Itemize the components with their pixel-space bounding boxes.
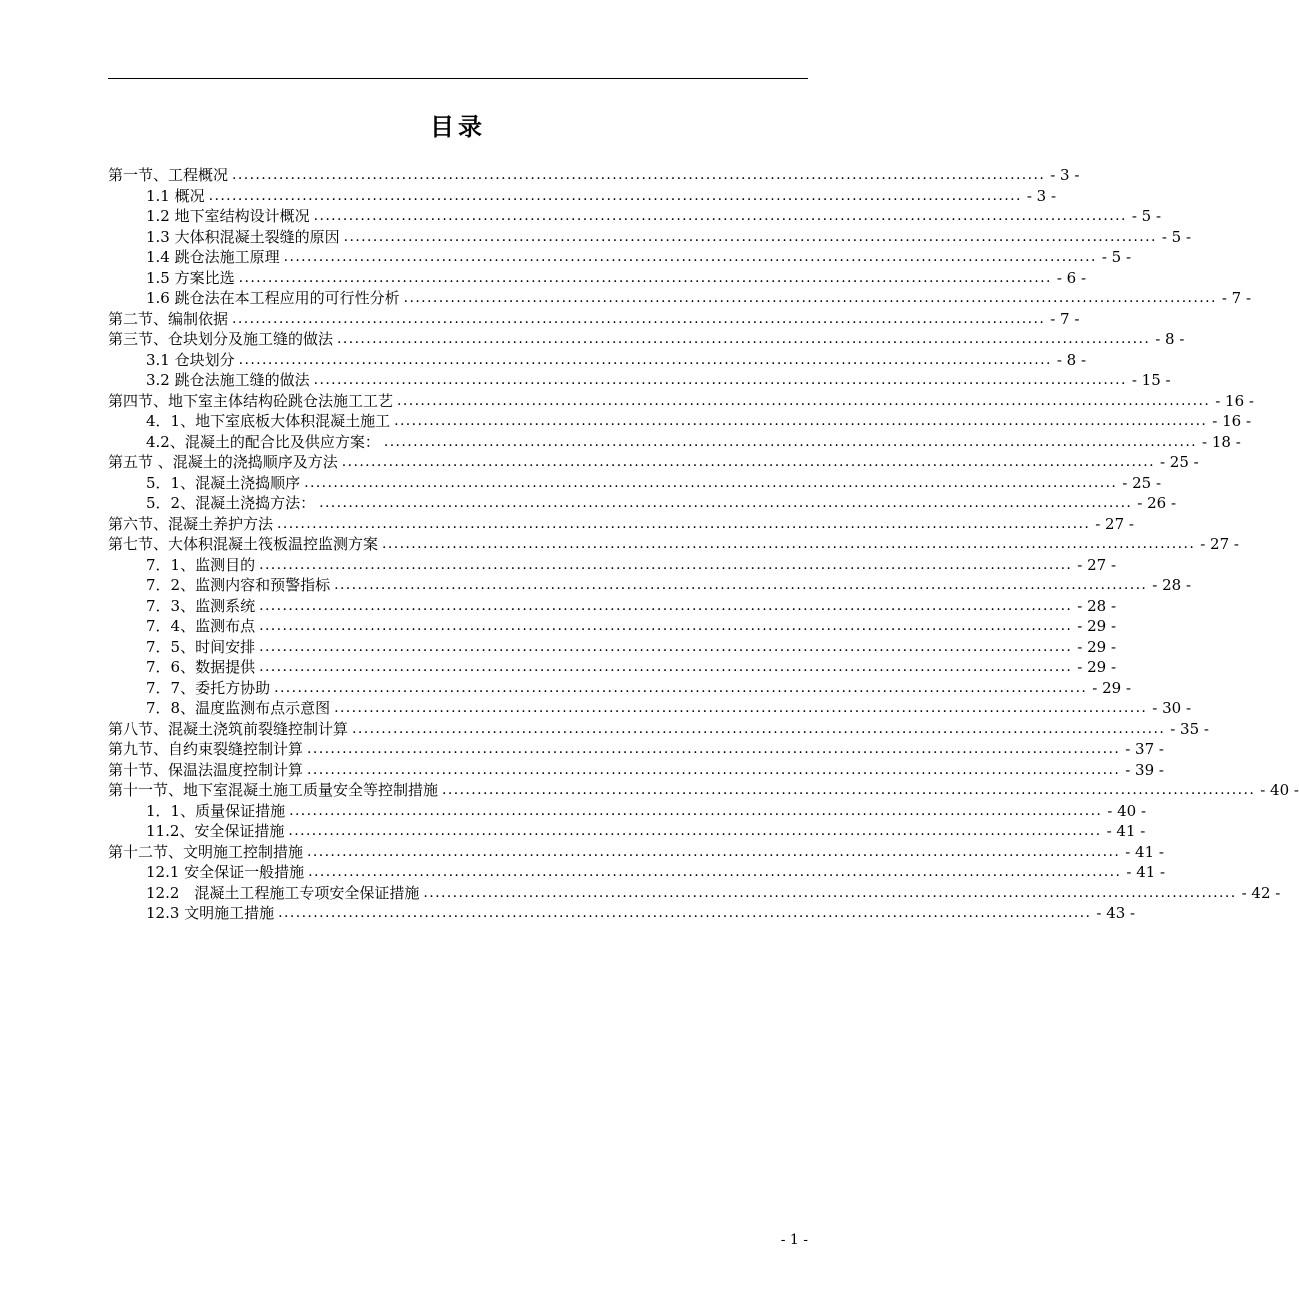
toc-entry[interactable]	[108, 391, 1254, 410]
toc-leader-dots: ...........................................................................................................................................	[313, 372, 1127, 388]
toc-entry-page: - 8 -	[1155, 330, 1185, 348]
toc-entry-page: - 29 -	[1077, 617, 1117, 635]
toc-leader-dots: ...........................................................................................................................................	[238, 351, 1052, 368]
toc-entry-label: 3.1 仓块划分	[146, 350, 235, 369]
toc-entry-label: 7．1、监测目的	[146, 555, 256, 574]
toc-entry[interactable]	[146, 494, 1177, 512]
toc-entry[interactable]	[108, 740, 1164, 758]
toc-entry-page: - 41 -	[1126, 863, 1166, 881]
toc-entry-page: - 41 -	[1106, 822, 1146, 840]
toc-leader-dots: ...........................................................................................................................................	[289, 802, 1103, 819]
toc-entry-label: 5．1、混凝土浇捣顺序	[146, 473, 301, 492]
toc-entry[interactable]	[146, 801, 1147, 820]
toc-entry[interactable]	[146, 248, 1132, 266]
toc-entry[interactable]	[146, 473, 1162, 492]
toc-leader-dots: ...........................................................................................................................................	[397, 392, 1211, 409]
toc-entry-label: 第一节、工程概况	[108, 166, 229, 184]
toc-entry-label: 11.2、安全保证措施	[146, 822, 285, 840]
toc-entry-page: - 29 -	[1092, 678, 1132, 697]
toc-entry-page: - 37 -	[1125, 740, 1164, 758]
toc-entry[interactable]	[108, 842, 1164, 861]
toc-entry[interactable]	[108, 166, 1080, 184]
toc-leader-dots: ...........................................................................................................................................	[274, 679, 1088, 696]
toc-leader-dots: ...........................................................................................................................................	[232, 310, 1046, 327]
toc-entry-page: - 28 -	[1077, 596, 1117, 615]
toc-leader-dots: ...........................................................................................................................................	[259, 556, 1073, 573]
toc-leader-dots: ...........................................................................................................................................	[343, 228, 1157, 245]
toc-entry[interactable]	[146, 658, 1117, 676]
toc-leader-dots: ...........................................................................................................................................	[232, 167, 1046, 183]
toc-entry-label: 第五节 、混凝土的浇捣顺序及方法	[108, 453, 338, 471]
toc-entry[interactable]	[146, 350, 1087, 369]
toc-leader-dots: ...........................................................................................................................................	[319, 495, 1133, 511]
toc-entry-label: 7．4、监测布点	[146, 617, 256, 635]
toc-entry-label: 第二节、编制依据	[108, 309, 229, 328]
toc-entry-page: - 40 -	[1107, 801, 1147, 820]
toc-entry-page: - 8 -	[1056, 350, 1087, 369]
toc-entry[interactable]	[146, 371, 1171, 389]
toc-entry-label: 4．1、地下室底板大体积混凝土施工	[146, 412, 391, 430]
toc-entry[interactable]	[146, 268, 1087, 287]
toc-leader-dots: ...........................................................................................................................................	[277, 515, 1091, 532]
toc-entry-page: - 5 -	[1131, 207, 1162, 225]
toc-entry-label: 1.3 大体积混凝土裂缝的原因	[146, 227, 340, 246]
toc-entry-page: - 15 -	[1131, 371, 1171, 389]
footer-page-number: - 1 -	[780, 1232, 808, 1248]
toc-entry-label: 1.5 方案比选	[146, 268, 235, 287]
toc-entry[interactable]	[146, 207, 1162, 225]
toc-entry-label: 4.2、混凝土的配合比及供应方案：	[146, 432, 380, 451]
toc-entry-page: - 26 -	[1137, 494, 1177, 512]
toc-leader-dots: ...........................................................................................................................................	[307, 741, 1121, 757]
toc-entry[interactable]	[108, 719, 1209, 738]
toc-leader-dots: ...........................................................................................................................................	[308, 864, 1122, 880]
toc-leader-dots: ...........................................................................................................................................	[283, 249, 1097, 265]
toc-entry-label: 7．5、时间安排	[146, 637, 256, 656]
toc-entry[interactable]	[146, 883, 1281, 902]
toc-entry-label: 第九节、自约束裂缝控制计算	[108, 740, 304, 758]
toc-list	[108, 166, 1299, 922]
toc-leader-dots: ...........................................................................................................................................	[352, 720, 1166, 737]
toc-entry-label: 1.6 跳仓法在本工程应用的可行性分析	[146, 289, 400, 307]
toc-entry[interactable]	[146, 412, 1252, 430]
toc-entry-label: 12.3 文明施工措施	[146, 904, 275, 922]
toc-leader-dots: ...........................................................................................................................................	[442, 782, 1256, 798]
toc-leader-dots: ...........................................................................................................................................	[334, 700, 1148, 716]
toc-leader-dots: ...........................................................................................................................................	[403, 290, 1217, 306]
toc-entry[interactable]	[108, 781, 1299, 799]
toc-entry[interactable]	[146, 576, 1192, 594]
toc-entry-page: - 5 -	[1101, 248, 1132, 266]
toc-entry-label: 1．1、质量保证措施	[146, 801, 286, 820]
toc-leader-dots: ...........................................................................................................................................	[259, 638, 1073, 655]
toc-entry-page: - 43 -	[1096, 904, 1136, 922]
toc-entry[interactable]	[146, 432, 1241, 451]
toc-entry-page: - 16 -	[1212, 412, 1252, 430]
toc-entry-label: 12.2 混凝土工程施工专项安全保证措施	[146, 883, 420, 902]
toc-entry-label: 第三节、仓块划分及施工缝的做法	[108, 330, 334, 348]
toc-entry-label: 第六节、混凝土养护方法	[108, 514, 274, 533]
toc-entry-page: - 25 -	[1159, 453, 1199, 471]
toc-leader-dots: ...........................................................................................................................................	[259, 618, 1073, 634]
toc-entry-page: - 5 -	[1161, 227, 1192, 246]
toc-entry-page: - 25 -	[1122, 473, 1162, 492]
toc-entry-label: 7．2、监测内容和预警指标	[146, 576, 331, 594]
toc-entry[interactable]	[146, 227, 1192, 246]
page-content	[108, 78, 1299, 927]
toc-entry[interactable]	[146, 863, 1166, 881]
toc-entry[interactable]	[146, 596, 1117, 615]
toc-leader-dots: ...........................................................................................................................................	[307, 761, 1121, 778]
toc-leader-dots: ...........................................................................................................................................	[341, 454, 1155, 470]
toc-entry-page: - 28 -	[1152, 576, 1192, 594]
toc-entry-label: 第十节、保温法温度控制计算	[108, 760, 304, 779]
toc-entry-label: 1.2 地下室结构设计概况	[146, 207, 310, 225]
toc-entry-page: - 39 -	[1125, 760, 1164, 779]
toc-entry-page: - 6 -	[1056, 268, 1087, 287]
toc-entry-label: 第八节、混凝土浇筑前裂缝控制计算	[108, 719, 349, 738]
toc-leader-dots: ...........................................................................................................................................	[259, 597, 1073, 614]
toc-entry-label: 7．3、监测系统	[146, 596, 256, 615]
toc-leader-dots: ...........................................................................................................................................	[288, 823, 1102, 839]
toc-entry-label: 12.1 安全保证一般措施	[146, 863, 305, 881]
toc-entry-page: - 27 -	[1200, 535, 1239, 553]
toc-leader-dots: ...........................................................................................................................................	[278, 905, 1092, 921]
toc-entry-page: - 30 -	[1152, 699, 1192, 717]
toc-entry[interactable]	[146, 904, 1136, 922]
toc-leader-dots: ...........................................................................................................................................	[337, 331, 1151, 347]
toc-entry-label: 1.1 概况	[146, 186, 205, 205]
toc-leader-dots: ...........................................................................................................................................	[394, 413, 1208, 429]
toc-entry-label: 第十一节、地下室混凝土施工质量安全等控制措施	[108, 781, 439, 799]
toc-entry[interactable]	[108, 453, 1199, 471]
toc-entry-page: - 27 -	[1095, 514, 1134, 533]
toc-entry[interactable]	[146, 555, 1117, 574]
toc-entry[interactable]	[146, 699, 1192, 717]
toc-entry-label: 7．7、委托方协助	[146, 678, 271, 697]
toc-entry-page: - 35 -	[1170, 719, 1209, 738]
toc-entry-label: 7．8、温度监测布点示意图	[146, 699, 331, 717]
toc-entry-page: - 7 -	[1050, 309, 1080, 328]
toc-entry[interactable]	[146, 637, 1117, 656]
toc-entry-page: - 42 -	[1241, 883, 1281, 902]
toc-entry[interactable]	[108, 760, 1164, 779]
toc-leader-dots: ...........................................................................................................................................	[259, 659, 1073, 675]
toc-entry[interactable]	[108, 309, 1080, 328]
toc-entry-label: 第四节、地下室主体结构砼跳仓法施工工艺	[108, 391, 394, 410]
toc-entry-label: 第十二节、文明施工控制措施	[108, 842, 304, 861]
toc-entry[interactable]	[146, 186, 1057, 205]
toc-entry-page: - 3 -	[1026, 186, 1057, 205]
toc-entry-page: - 16 -	[1215, 391, 1254, 410]
toc-entry-page: - 3 -	[1050, 166, 1080, 184]
toc-leader-dots: ...........................................................................................................................................	[382, 536, 1196, 552]
toc-entry-page: - 18 -	[1202, 432, 1241, 451]
page-title: 目录	[430, 112, 486, 141]
toc-entry-page: - 7 -	[1221, 289, 1252, 307]
toc-entry[interactable]	[146, 678, 1132, 697]
header-divider	[108, 78, 808, 79]
toc-entry-page: - 40 -	[1260, 781, 1299, 799]
toc-entry-label: 7．6、数据提供	[146, 658, 256, 676]
toc-entry[interactable]	[108, 514, 1134, 533]
toc-entry[interactable]	[108, 330, 1185, 348]
toc-entry-page: - 29 -	[1077, 658, 1117, 676]
toc-entry-page: - 29 -	[1077, 637, 1117, 656]
toc-leader-dots: ...........................................................................................................................................	[208, 187, 1022, 204]
toc-leader-dots: ...........................................................................................................................................	[307, 843, 1121, 860]
toc-entry-label: 5．2、混凝土浇捣方法：	[146, 494, 316, 512]
toc-entry-label: 1.4 跳仓法施工原理	[146, 248, 280, 266]
toc-entry-label: 第七节、大体积混凝土筏板温控监测方案	[108, 535, 379, 553]
toc-entry[interactable]	[146, 617, 1117, 635]
toc-entry[interactable]	[146, 822, 1146, 840]
toc-entry-page: - 41 -	[1125, 842, 1164, 861]
toc-entry[interactable]	[146, 289, 1252, 307]
toc-leader-dots: ...........................................................................................................................................	[383, 433, 1198, 450]
toc-leader-dots: ...........................................................................................................................................	[423, 884, 1237, 901]
toc-leader-dots: ...........................................................................................................................................	[304, 474, 1118, 491]
toc-entry-page: - 27 -	[1077, 555, 1117, 574]
toc-entry[interactable]	[108, 535, 1239, 553]
toc-leader-dots: ...........................................................................................................................................	[334, 577, 1148, 593]
toc-leader-dots: ...........................................................................................................................................	[313, 208, 1127, 224]
toc-entry-label: 3.2 跳仓法施工缝的做法	[146, 371, 310, 389]
toc-leader-dots: ...........................................................................................................................................	[238, 269, 1052, 286]
